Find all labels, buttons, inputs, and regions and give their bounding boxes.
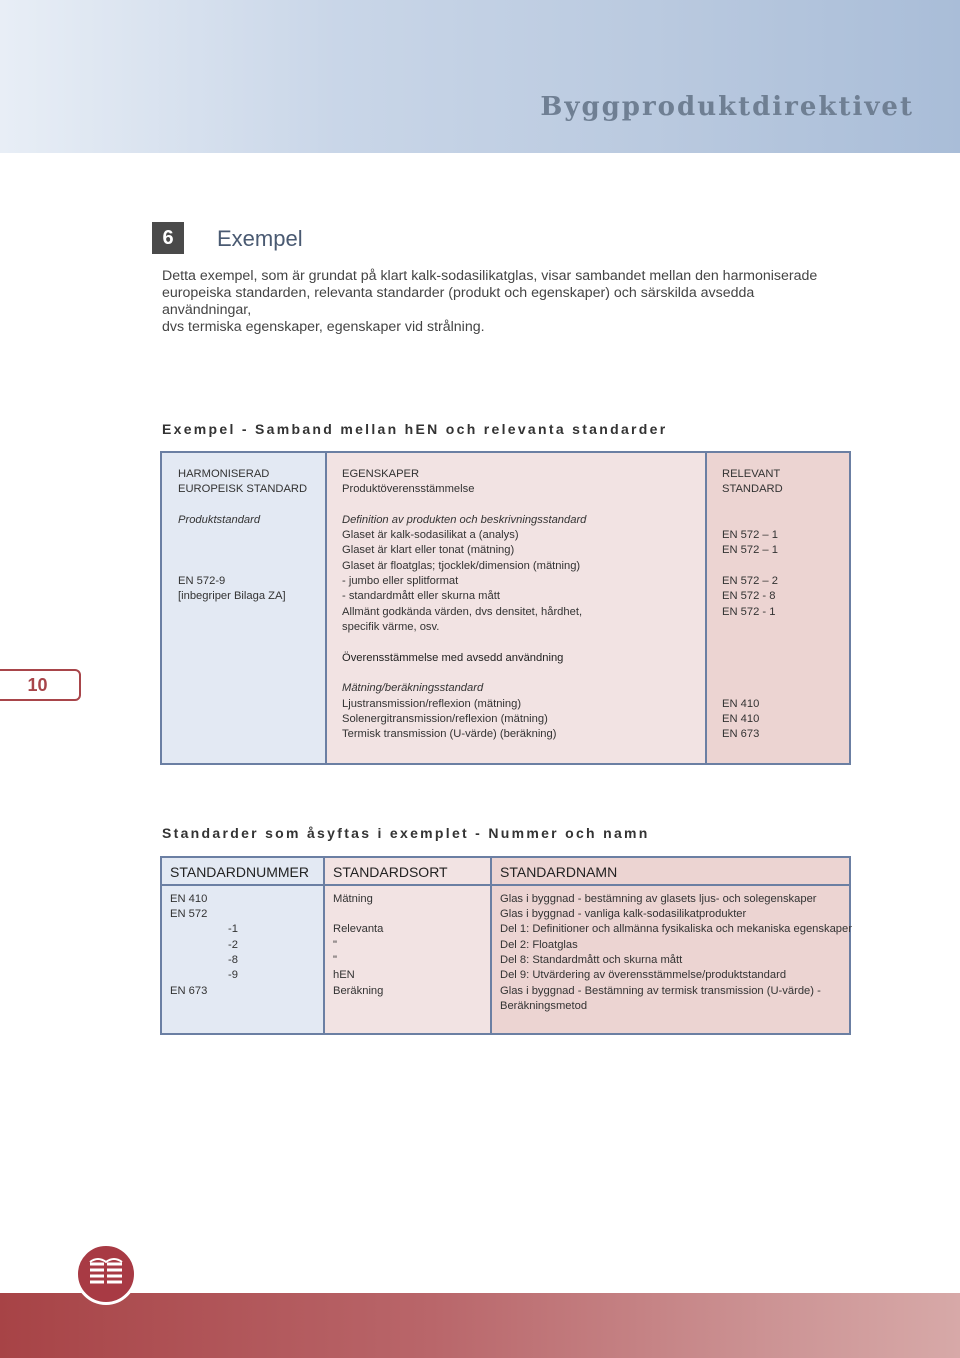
relation-table	[160, 451, 851, 765]
footer-band	[0, 1293, 960, 1358]
property-row: Ljustransmission/reflexion (mätning)	[342, 698, 522, 710]
table2-heading: Standarder som åsyftas i exemplet - Nummer och namn	[162, 825, 650, 841]
column-header-cell	[325, 858, 490, 886]
property-row: Allmänt godkända värden, dvs densitet, hårdhet,	[342, 606, 583, 618]
logo-mark-icon	[78, 1246, 134, 1302]
property-row: Glaset är klart eller tonat (mätning)	[342, 544, 515, 556]
property-row: Termisk transmission (U-värde) (beräkning)	[342, 728, 557, 740]
table-cell: Del 8: Standardmått och skurna mått	[500, 954, 683, 966]
column-header: RELEVANT	[722, 468, 781, 480]
column-header: Produktöverensstämmelse	[342, 483, 475, 495]
section-title: Exempel	[217, 226, 303, 251]
standards-table	[160, 856, 851, 1035]
section-heading: Överensstämmelse med avsedd användning	[342, 652, 564, 664]
standard-ref: EN 410	[722, 713, 760, 725]
standard-ref: EN 572 - 8	[722, 590, 776, 602]
standard-number-column	[162, 858, 325, 1033]
table-cell: EN 410	[170, 893, 208, 905]
table-cell: Glas i byggnad - bestämning av glasets ljus- och solegenskaper	[500, 893, 817, 905]
intro-line: dvs termiska egenskaper, egenskaper vid strålning.	[162, 319, 485, 335]
property-row: Glaset är kalk-sodasilikat a (analys)	[342, 529, 519, 541]
column-header: STANDARDNUMMER	[170, 864, 309, 880]
standard-ref: EN 572 – 1	[722, 529, 778, 541]
document-title: Byggproduktdirektivet	[540, 92, 914, 122]
property-row: Glaset är floatglas; tjocklek/dimension (mätning)	[342, 560, 581, 572]
table-cell: "	[333, 939, 337, 951]
harmonised-standard-column	[162, 453, 327, 763]
property-row: Solenergitransmission/reflexion (mätning)	[342, 713, 548, 725]
intro-line: europeiska standarden, relevanta standarder (produkt och egenskaper) och särskilda avsedda användningar,	[162, 285, 755, 318]
table-cell: -2	[228, 939, 238, 951]
table-cell: Relevanta	[333, 923, 384, 935]
properties-column	[327, 453, 707, 763]
column-header-cell	[162, 858, 323, 886]
table-cell: Glas i byggnad - Bestämning av termisk transmission (U-värde) -	[500, 985, 821, 997]
table-cell: "	[333, 954, 337, 966]
table-cell: Del 2: Floatglas	[500, 939, 578, 951]
standard-ref: EN 410	[722, 698, 760, 710]
publisher-logo-icon	[75, 1243, 137, 1305]
column-header: STANDARDNAMN	[500, 864, 618, 880]
column-subheading: Definition av produkten och beskrivningsstandard	[342, 514, 587, 526]
table1-heading: Exempel - Samband mellan hEN och relevanta standarder	[162, 421, 668, 437]
relevant-standard-column	[707, 453, 849, 763]
standard-note: [inbegriper Bilaga ZA]	[178, 590, 286, 602]
table-cell: Mätning	[333, 893, 373, 905]
column-header: HARMONISERAD	[178, 468, 270, 480]
page-number-tab: 10	[0, 669, 81, 701]
standard-code: EN 572-9	[178, 575, 226, 587]
table-cell: Del 9: Utvärdering av överensstämmelse/produktstandard	[500, 969, 787, 981]
column-subheading: Produktstandard	[178, 514, 261, 526]
intro-line: Detta exempel, som är grundat på klart kalk-sodasilikatglas, visar sambandet mellan den harmoniserade	[162, 268, 818, 284]
table-cell: Beräkningsmetod	[500, 1000, 588, 1012]
column-header: EUROPEISK STANDARD	[178, 483, 308, 495]
table-cell: hEN	[333, 969, 355, 981]
standard-ref: EN 572 - 1	[722, 606, 776, 618]
table-cell: EN 673	[170, 985, 208, 997]
property-row: specifik värme, osv.	[342, 621, 440, 633]
table-cell: -8	[228, 954, 238, 966]
standard-name-column	[492, 858, 852, 1033]
column-header-cell	[492, 858, 849, 886]
table-cell: Del 1: Definitioner och allmänna fysikaliska och mekaniska egenskaper	[500, 923, 852, 935]
standard-type-column	[325, 858, 492, 1033]
standard-ref: EN 572 – 2	[722, 575, 778, 587]
standard-ref: EN 673	[722, 728, 760, 740]
standard-ref: EN 572 – 1	[722, 544, 778, 556]
table-cell: EN 572	[170, 908, 208, 920]
intro-paragraph	[162, 268, 842, 336]
property-row: - standardmått eller skurna mått	[342, 590, 500, 602]
column-header: STANDARD	[722, 483, 783, 495]
table-cell: Glas i byggnad - vanliga kalk-sodasilikatprodukter	[500, 908, 747, 920]
table-cell: -1	[228, 923, 238, 935]
column-header: EGENSKAPER	[342, 468, 420, 480]
table-cell: -9	[228, 969, 238, 981]
column-header: STANDARDSORT	[333, 864, 448, 880]
header-band	[0, 0, 960, 153]
table-cell: Beräkning	[333, 985, 384, 997]
property-row: - jumbo eller splitformat	[342, 575, 459, 587]
section-number: 6	[152, 222, 184, 254]
column-subheading: Mätning/beräkningsstandard	[342, 682, 484, 694]
